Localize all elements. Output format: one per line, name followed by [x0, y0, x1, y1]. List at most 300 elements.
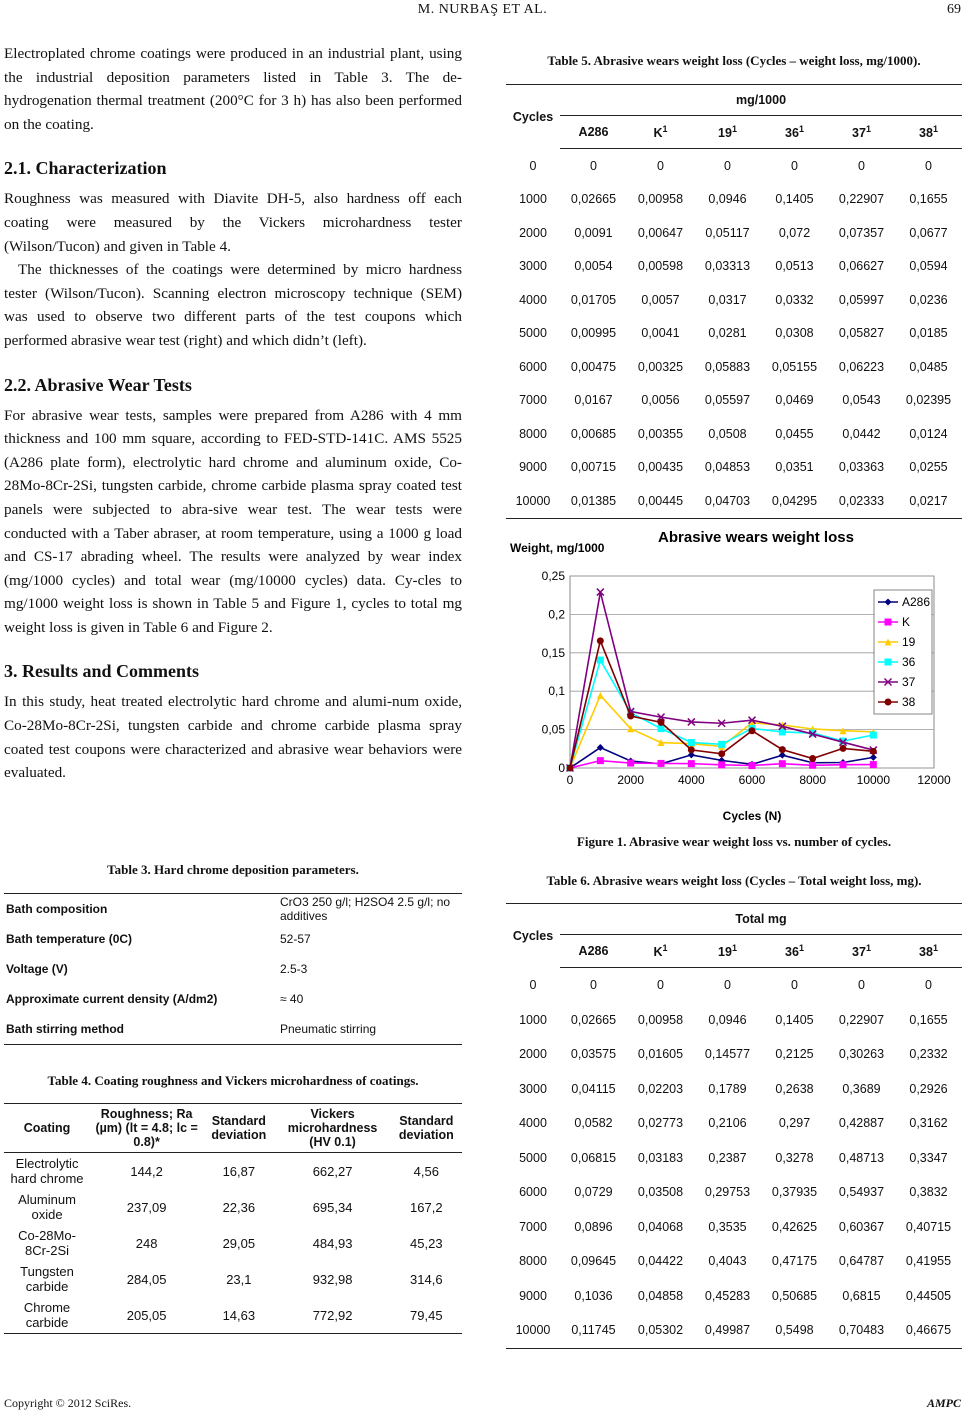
table4-header-cell: Standard deviation: [398, 1114, 454, 1142]
table5-cell: 0,0054: [574, 259, 613, 274]
table6-cell: 0,02773: [637, 1116, 684, 1131]
table5-row: [506, 283, 962, 317]
x-tick-label: 12000: [917, 773, 951, 787]
table5-cell: 0,05155: [771, 359, 818, 374]
table6-cell: 0,5498: [775, 1323, 814, 1338]
table3: [4, 893, 462, 1045]
table5-cell: 0,0543: [842, 393, 881, 408]
table4-cell: 144,2: [130, 1163, 163, 1179]
table5-row: [506, 149, 962, 183]
table6-cell: 0: [791, 978, 798, 993]
table6-row: [506, 1210, 962, 1245]
legend-label: K: [902, 615, 911, 629]
table6-cell: 0,1789: [708, 1081, 747, 1096]
table5-column-label: K: [653, 126, 663, 141]
table5-cell: 0: [925, 158, 932, 173]
table5-group-row: [506, 85, 962, 116]
data-point: [870, 732, 877, 739]
table6-cell: 0,70483: [838, 1323, 885, 1338]
x-tick-label: 6000: [738, 773, 766, 787]
table5-cell: 0,0308: [775, 326, 814, 341]
table5-cell: 0,00685: [570, 426, 617, 441]
data-point: [658, 719, 665, 726]
left-column: [4, 42, 462, 785]
data-point: [779, 760, 786, 767]
table6-cell: 10000: [515, 1323, 551, 1338]
table5-cell: 0,0281: [708, 326, 747, 341]
table6-column-label: K: [653, 945, 663, 960]
table3-row: [4, 954, 462, 984]
table5-cell: 0,01385: [570, 493, 617, 508]
table6-cell: 0,0896: [574, 1219, 613, 1234]
table4-cell: 932,98: [312, 1271, 353, 1287]
table5-cell: 0,0124: [909, 426, 948, 441]
table6-column-label: 19: [718, 945, 732, 960]
table3-caption: Table 3. Hard chrome deposition parameters.: [107, 862, 359, 877]
results-paragraph: In this study, heat treated electrolytic hard chrome and alumi-num oxide, Co-28Mo-8Cr-2Si, tungsten carbide and chrome carbide plasma spray coated test coupons were characterized and abrasive wear behaviors were evaluated.: [4, 693, 462, 782]
table4-cell: 205,05: [126, 1307, 167, 1323]
table6-column-label: A286: [578, 944, 609, 958]
table4-cell: 22,36: [222, 1199, 256, 1215]
table4-cell: Chrome carbide: [23, 1300, 71, 1330]
table6-cell: 0,14577: [704, 1047, 751, 1062]
running-title: M. NURBAŞ ET AL.: [417, 2, 548, 17]
table5-cell: 4000: [519, 292, 547, 307]
table6-cell: 0,3689: [842, 1081, 881, 1096]
table4-row: [4, 1297, 462, 1334]
table5-cell: 0,00475: [570, 359, 617, 374]
table5-column-superscript: 1: [662, 123, 668, 134]
table5-cell: 9000: [519, 460, 547, 475]
table5-cell: 0,0255: [909, 460, 948, 475]
table5-cell: 5000: [519, 326, 547, 341]
table5-cell: 0,0513: [775, 259, 814, 274]
table6-cell: 0,01605: [637, 1047, 684, 1062]
footer-copyright: Copyright © 2012 SciRes.: [4, 1396, 132, 1410]
table6-row: [506, 1175, 962, 1210]
table4-header-cell: Vickers microhardness (HV 0.1): [287, 1107, 378, 1149]
table6-cell: 0,40715: [905, 1219, 952, 1234]
table6-cell: 0,11745: [571, 1323, 616, 1338]
abrasive-wear-paragraph: For abrasive wear tests, samples were prepared from A286 with 4 mm thickness and 100 mm square, according to FED-STD-141C. AMS 5525 (A286 plate form), electrolytic hard chrome and aluminum oxide, Co-28Mo-8Cr-2Si, tungsten carbide, chrome carbide plasma spray coated test panels were subjected to abra-sive wear test. The wear tests were conducted with a Taber abraser, at room temperature, using a 1000 g load and CS-17 abrading wheel. The results were analyzed by wear index (mg/1000 cycles) and total wear (mg/10000 cycles) data. Cy-cles to mg/1000 weight loss is shown in Table 5 and Figure 1, cycles to total mg weight loss is given in Table 6 and Figure 2.: [4, 406, 462, 636]
data-point: [809, 762, 816, 769]
y-tick-label: 0: [558, 761, 565, 775]
table5-row: [506, 384, 962, 418]
table4-cell: Co-28Mo-8Cr-2Si: [18, 1228, 76, 1258]
table5-column-header: [761, 116, 828, 149]
table6-cell: 0,05302: [637, 1323, 684, 1338]
table5-group-header: mg/1000: [560, 85, 962, 116]
table6-column-superscript: 1: [662, 942, 668, 953]
table6-caption: Table 6. Abrasive wears weight loss (Cycles – Total weight loss, mg).: [546, 873, 922, 888]
table6-row: [506, 1244, 962, 1279]
table5-cell: 7000: [519, 393, 547, 408]
table5-cell: 0,0091: [574, 225, 613, 240]
table5-cell: 0,00435: [637, 460, 684, 475]
table6-cell: 0,2638: [775, 1081, 814, 1096]
table5-cell: 0,00958: [637, 192, 684, 207]
table6-cell: 0,42887: [838, 1116, 885, 1131]
table4-caption: Table 4. Coating roughness and Vickers microhardness of coatings.: [47, 1073, 419, 1088]
table5-cell: 0,00598: [637, 259, 684, 274]
table5-cell: 0,02333: [838, 493, 885, 508]
table6-cell: 9000: [519, 1288, 547, 1303]
table5-cell: 0,01705: [570, 292, 617, 307]
table6-cell: 5000: [519, 1150, 547, 1165]
table5-cell: 0: [724, 158, 731, 173]
table6-cell: 0,04115: [571, 1081, 616, 1096]
table6-cell: 0,49987: [704, 1323, 751, 1338]
page-number: 69: [947, 2, 961, 17]
table5-row: [506, 183, 962, 217]
chart-xlabel: Cycles (N): [722, 809, 782, 823]
table6-cell: 0,3535: [708, 1219, 747, 1234]
table5-caption: Table 5. Abrasive wears weight loss (Cycles – weight loss, mg/1000).: [547, 53, 921, 68]
table6-cell: 0,64787: [838, 1254, 885, 1269]
table6-cell: 2000: [519, 1047, 547, 1062]
table5-column-header: [627, 116, 694, 149]
table5-cell: 0,0469: [775, 393, 814, 408]
table3-value: ≈ 40: [280, 992, 304, 1006]
section-heading-results: 3. Results and Comments: [4, 661, 200, 682]
legend-label: 19: [902, 635, 916, 649]
table5-cell: 0,0217: [909, 493, 948, 508]
table4-row: [4, 1261, 462, 1297]
section-heading-characterization: 2.1. Characterization: [4, 158, 167, 179]
table6-column-superscript: 1: [865, 942, 871, 953]
table5-cell: 8000: [519, 426, 547, 441]
data-point: [749, 727, 756, 734]
table5-cell: 0,0317: [708, 292, 747, 307]
table5-column-header: [560, 116, 627, 149]
table5-cell: 0,0056: [641, 393, 680, 408]
table3-row: [4, 924, 462, 954]
table6-cell: 0: [858, 978, 865, 993]
table5-column-label: 36: [785, 126, 799, 141]
table5-cell: 0,00325: [637, 359, 684, 374]
table5-cell: 0,02665: [570, 192, 617, 207]
table4: [4, 1103, 462, 1334]
table6-column-superscript: 1: [798, 942, 804, 953]
chart-title: Abrasive wears weight loss: [658, 529, 854, 546]
running-header: [0, 0, 965, 24]
y-tick-label: 0,25: [541, 569, 565, 583]
table4-cell: 695,34: [312, 1199, 353, 1215]
table4-row: [4, 1225, 462, 1261]
table5-row: [506, 350, 962, 384]
table5-cell: 0,0057: [641, 292, 680, 307]
table6-cell: 0,2125: [775, 1047, 814, 1062]
data-point: [809, 755, 816, 762]
table4-header-cell: Roughness; Ra (µm) (lt = 4.8; lc = 0.8)*: [95, 1107, 198, 1149]
data-point: [718, 741, 725, 748]
data-point: [627, 713, 634, 720]
table6-cell: 8000: [519, 1254, 547, 1269]
table4-cell: 237,09: [126, 1199, 167, 1215]
table6-cell: 0,3347: [909, 1150, 948, 1165]
table5-column-superscript: 1: [731, 123, 737, 134]
table6-cell: 0: [657, 978, 664, 993]
table6-cell: 0,1655: [909, 1012, 948, 1027]
table6-cell: 0,44505: [905, 1288, 952, 1303]
table6-cell: 0,47175: [771, 1254, 818, 1269]
data-point: [658, 725, 665, 732]
table6-column-label: 37: [852, 945, 866, 960]
data-point: [688, 760, 695, 767]
table5-row: [506, 484, 962, 518]
chart-ylabel: Weight, mg/1000: [510, 541, 605, 555]
table6-cell: 0,09645: [570, 1254, 617, 1269]
table5-column-label: 19: [718, 126, 732, 141]
table4-cell: 14,63: [222, 1307, 256, 1323]
table5-cell: 0: [791, 158, 798, 173]
table5-cell: 3000: [519, 259, 547, 274]
table4-cell: 248: [135, 1235, 158, 1251]
table5-cell: 0,0167: [574, 393, 613, 408]
table6-cell: 0,3278: [775, 1150, 814, 1165]
table5-cell: 0,05597: [704, 393, 751, 408]
table5-cell: 0,03313: [704, 259, 751, 274]
x-tick-label: 0: [566, 773, 574, 787]
table6-cell: 0,22907: [838, 1012, 885, 1027]
table6-column-label: 38: [919, 945, 933, 960]
y-tick-label: 0,2: [548, 607, 565, 622]
table6-cell: 0,03183: [637, 1150, 684, 1165]
table3-value: Pneumatic stirring: [280, 1022, 377, 1036]
table3-key: Voltage (V): [6, 962, 68, 976]
table4-cell: 772,92: [312, 1307, 353, 1323]
table5-cell: 0,0946: [708, 192, 747, 207]
table6-cell: 0,6815: [842, 1288, 881, 1303]
table5-cell: 0,1655: [909, 192, 948, 207]
table5-cell: 0,04853: [704, 460, 751, 475]
table6-cell: 0,03508: [637, 1185, 684, 1200]
table6-cell: 0,06815: [570, 1150, 617, 1165]
table5-cell: 0,00647: [637, 225, 684, 240]
table5-cell: 0,06223: [838, 359, 885, 374]
table6-cell: 0,02665: [570, 1012, 617, 1027]
table5-column-label: 37: [852, 126, 866, 141]
table5-column-row: [506, 116, 962, 149]
table4-cell: Electrolytic hard chrome: [10, 1156, 84, 1186]
table6-cell: 0,30263: [838, 1047, 885, 1062]
table5-cell: 0,00355: [637, 426, 684, 441]
y-tick-label: 0,1: [548, 684, 565, 699]
data-point: [597, 757, 604, 764]
table5-cell: 0: [590, 158, 597, 173]
table5-column-superscript: 1: [865, 123, 871, 134]
table6-cell: 3000: [519, 1081, 547, 1096]
table6-column-header: [560, 935, 627, 968]
table6-cell: 0,04422: [637, 1254, 684, 1269]
table6-cell: 0,4043: [708, 1254, 747, 1269]
table5-cell: 0,05117: [705, 225, 750, 240]
table4-header-cell: Standard deviation: [211, 1114, 267, 1142]
table5-cell: 0,04703: [704, 493, 751, 508]
table4-cell: 79,45: [410, 1307, 443, 1323]
data-point: [597, 637, 604, 644]
data-point: [718, 761, 725, 768]
table5-cell: 0,0455: [775, 426, 814, 441]
table4-cell: Tungsten carbide: [20, 1264, 74, 1294]
table6-cell: 0,02203: [637, 1081, 684, 1096]
data-point: [870, 748, 877, 755]
table6: [506, 903, 962, 1349]
table6-row: [506, 968, 962, 1003]
table5-cell: 0,0185: [909, 326, 948, 341]
data-point: [870, 761, 877, 768]
legend-label: 36: [902, 655, 916, 669]
legend-label: 38: [902, 695, 916, 709]
table4-cell: 45,23: [410, 1235, 443, 1251]
data-point: [885, 619, 892, 626]
table5-cell: 0,04295: [771, 493, 818, 508]
table5-cell: 0,00445: [637, 493, 684, 508]
table6-cell: 0,2106: [708, 1116, 747, 1131]
footer-journal: AMPC: [926, 1396, 961, 1410]
table6-cell: 0,46675: [905, 1323, 952, 1338]
table5-cell: 0: [858, 158, 865, 173]
table5-cell: 0,02395: [905, 393, 952, 408]
table4-cell: 284,05: [126, 1271, 167, 1287]
table5-cell: 0,1405: [775, 192, 814, 207]
data-point: [840, 745, 847, 752]
table3-value: CrO3 250 g/l; H2SO4 2.5 g/l; no additives: [280, 895, 451, 923]
table6-cell: 0,37935: [771, 1185, 818, 1200]
table5-cell: 0,0485: [909, 359, 948, 374]
table4-cell: 167,2: [410, 1199, 443, 1215]
table6-cell: 1000: [519, 1012, 547, 1027]
table5-cell: 0,0236: [909, 292, 948, 307]
table6-column-header: [895, 935, 962, 968]
table6-cell: 0: [724, 978, 731, 993]
table6-cell: 0,45283: [704, 1288, 751, 1303]
table5-cell: 0,0442: [842, 426, 881, 441]
table5-cell: 0,03363: [838, 460, 885, 475]
table4-row: [4, 1153, 462, 1190]
table6-cell: 0,48713: [838, 1150, 885, 1165]
table5-cell: 0,22907: [838, 192, 885, 207]
table5-column-label: 38: [919, 126, 933, 141]
data-point: [567, 765, 574, 772]
table6-cell: 7000: [519, 1219, 547, 1234]
table6-cell: 0,03575: [570, 1047, 617, 1062]
table6-cell: 0,1036: [574, 1288, 613, 1303]
table6-cell: 0,42625: [771, 1219, 818, 1234]
table5: [506, 84, 962, 519]
table5-cell: 0: [657, 158, 664, 173]
table6-cell: 0,50685: [771, 1288, 818, 1303]
table6-row: [506, 1279, 962, 1314]
table6-column-row: [506, 935, 962, 968]
table4-header-cell: Coating: [23, 1121, 71, 1135]
table5-column-header: [895, 116, 962, 149]
table5-column-header: [828, 116, 895, 149]
table4-cell: 314,6: [410, 1271, 443, 1287]
table6-cell: 6000: [519, 1185, 547, 1200]
x-tick-label: 2000: [617, 773, 645, 787]
table5-column-superscript: 1: [932, 123, 938, 134]
table5-cell: 0,0594: [909, 259, 948, 274]
table5-cell: 0,0677: [909, 225, 948, 240]
table5-cell: 0,0332: [775, 292, 814, 307]
characterization-paragraph-1: Roughness was measured with Diavite DH-5, also hardness off each coating were measured by the Vickers microhardness tester (Wilson/Tucon) and given in Table 4.: [4, 190, 462, 255]
table5-cell: 0,05883: [704, 359, 751, 374]
table4-cell: 4,56: [413, 1163, 439, 1179]
table5-cell: 0,07357: [838, 225, 885, 240]
figure1-chart: [506, 528, 962, 826]
table6-cell: 0,0946: [708, 1012, 747, 1027]
data-point: [688, 746, 695, 753]
table5-cycles-header: Cycles: [512, 109, 554, 124]
table6-cell: 0: [590, 978, 597, 993]
data-point: [840, 761, 847, 768]
table6-cell: 0,3832: [909, 1185, 948, 1200]
table6-column-superscript: 1: [731, 942, 737, 953]
table5-column-header: [694, 116, 761, 149]
data-point: [749, 762, 756, 769]
legend-label: A286: [902, 595, 931, 609]
table6-column-header: [828, 935, 895, 968]
x-tick-label: 4000: [677, 773, 705, 787]
table6-group-row: [506, 904, 962, 935]
table4-cell: 23,1: [226, 1271, 252, 1287]
table6-cell: 4000: [519, 1116, 547, 1131]
table3-key: Approximate current density (A/dm2): [6, 992, 218, 1006]
legend-label: 37: [902, 675, 916, 689]
table4-row: [4, 1189, 462, 1225]
table5-row: [506, 451, 962, 485]
data-point: [885, 699, 892, 706]
table5-cell: 0,05827: [838, 326, 885, 341]
table4-cell: 16,87: [222, 1163, 256, 1179]
table6-column-label: 36: [785, 945, 799, 960]
table3-row: [4, 1014, 462, 1045]
table6-cell: 0,04068: [637, 1219, 684, 1234]
table6-cell: 0,54937: [838, 1185, 885, 1200]
table5-cell: 10000: [515, 493, 551, 508]
data-point: [885, 659, 892, 666]
data-point: [597, 657, 604, 664]
table5-cell: 0,00995: [570, 326, 617, 341]
table5-cell: 0,072: [778, 225, 811, 240]
section-heading-abrasive-wear: 2.2. Abrasive Wear Tests: [4, 374, 192, 395]
table3-row: [4, 984, 462, 1014]
table5-row: [506, 250, 962, 284]
figure1-caption: Figure 1. Abrasive wear weight loss vs. number of cycles.: [576, 834, 892, 849]
table6-row: [506, 1003, 962, 1038]
table5-row: [506, 317, 962, 351]
table6-cell: 0,297: [778, 1116, 811, 1131]
table5-cell: 0,0508: [708, 426, 747, 441]
table6-cell: 0,0729: [574, 1185, 613, 1200]
table6-cell: 0,29753: [704, 1185, 751, 1200]
table6-cell: 0: [529, 978, 537, 992]
table5-cell: 0,05997: [838, 292, 885, 307]
table5-cell: 0: [529, 158, 537, 173]
characterization-paragraph-2: The thicknesses of the coatings were determined by micro hardness tester (Wilson/Tucon). Scanning electron microscopy technique (SEM) was used to observe two different parts of the test coupons which performed abrasive wear test (right) and which didn’t (left).: [4, 261, 462, 349]
table6-cell: 0,41955: [905, 1254, 952, 1269]
table6-column-superscript: 1: [932, 942, 938, 953]
table6-row: [506, 1072, 962, 1107]
table4-cell: 484,93: [312, 1235, 353, 1251]
table5-cell: 0,06627: [838, 259, 885, 274]
table5-cell: 6000: [519, 359, 547, 374]
table6-cycles-header: Cycles: [512, 928, 554, 943]
table6-cell: 0,1405: [775, 1012, 814, 1027]
table5-column-label: A286: [578, 125, 609, 139]
table5-cell: 0,0351: [775, 460, 814, 475]
